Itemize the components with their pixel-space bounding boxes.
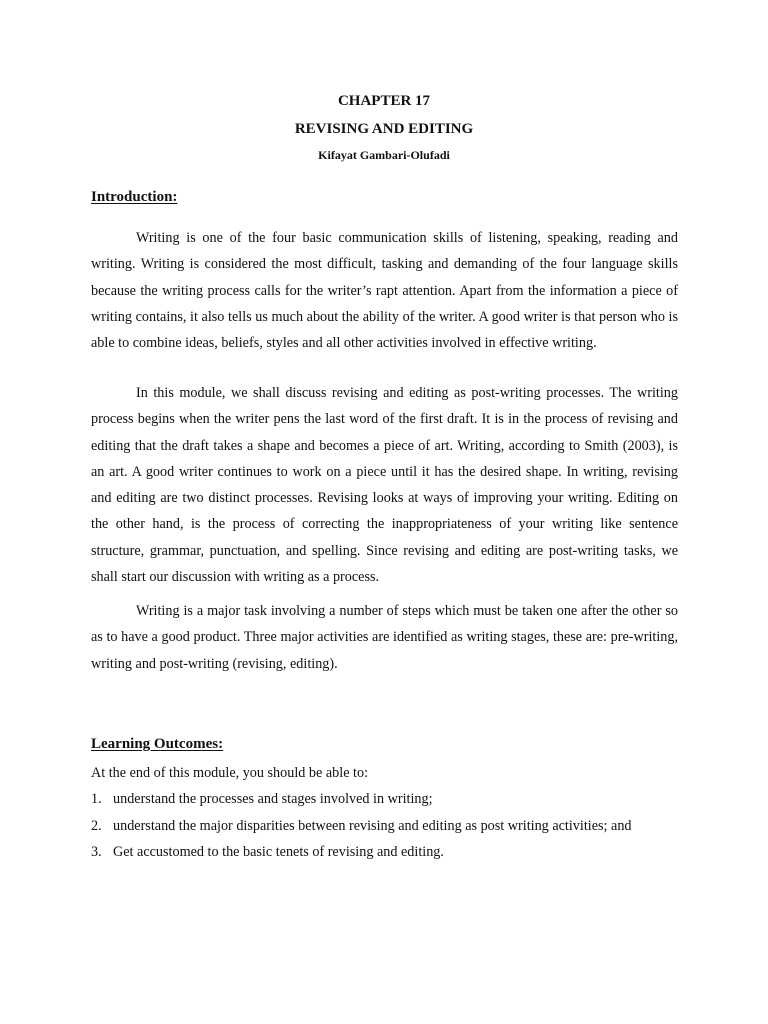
introduction-paragraph-3: Writing is a major task involving a number of steps which must be taken one after the other so as to have a good product. Three major activities are identified as writing stages, these are: pre-writing, writing and post-writing (revising, editing). [91,603,678,672]
chapter-title: REVISING AND EDITING [294,121,474,137]
introduction-paragraph-1-block [91,225,678,356]
learning-outcome-number: 1. [91,791,102,808]
introduction-heading: Introduction: [91,189,178,205]
learning-outcome-item [91,813,691,839]
learning-outcomes-section [91,760,691,865]
introduction-paragraph-3-block [91,598,678,677]
introduction-paragraph-2-block [91,380,678,590]
learning-outcomes-intro: At the end of this module, you should be able to: [91,765,369,781]
learning-outcomes-list [91,786,691,865]
learning-outcome-number: 3. [91,843,102,860]
introduction-paragraph-2: In this module, we shall discuss revising and editing as post-writing processes. The writing process begins when the writer pens the last word of the first draft. It is in the process of revising and editing that the draft takes a shape and becomes a piece of art. Writing, according to Smith (2003), is an art. A good writer continues to work on a piece until it has the desired shape. In writing, revising and editing are two distinct processes. Revising looks at ways of improving your writing. Editing on the other hand, is the process of correcting the inappropriateness of your writing like sentence structure, grammar, punctuation, and spelling. Since revising and editing are post-writing tasks, we shall start our discussion with writing as a process. [91,385,678,586]
introduction-paragraph-1: Writing is one of the four basic communication skills of listening, speaking, reading and writing. Writing is considered the most difficult, tasking and demanding of the four language skills because the writing process calls for the writer’s rapt attention. Apart from the information a piece of writing contains, it also tells us much about the ability of the writer. A good writer is that person who is able to combine ideas, beliefs, styles and all other activities involved in effective writing. [91,230,678,352]
learning-outcome-number: 2. [91,817,102,834]
author-name: Kifayat Gambari-Olufadi [318,148,450,162]
learning-outcome-text: Get accustomed to the basic tenets of revising and editing. [113,843,444,860]
chapter-number: CHAPTER 17 [337,93,431,109]
learning-outcome-text: understand the processes and stages involved in writing; [113,791,433,808]
learning-outcomes-heading: Learning Outcomes: [91,736,224,752]
learning-outcome-item [91,839,691,865]
learning-outcome-item [91,786,691,812]
learning-outcome-text: understand the major disparities between revising and editing as post writing activities; and [113,817,632,834]
